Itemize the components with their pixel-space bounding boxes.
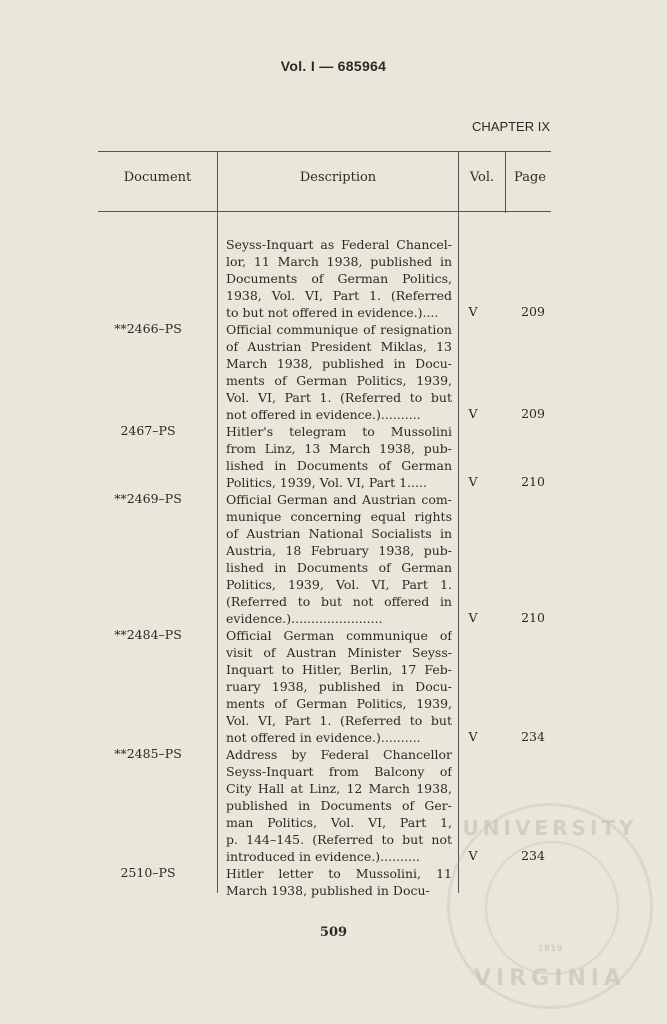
column-header-page: Page	[514, 170, 546, 185]
volume-number: V	[468, 474, 478, 489]
column-divider	[458, 151, 459, 893]
description-line: introduced in evidence.)..........	[226, 849, 420, 864]
column-header-description: Description	[299, 170, 377, 185]
document-id: **2484–PS	[114, 627, 182, 642]
description-line: Politics, 1939, Vol. VI, Part 1.	[226, 577, 452, 592]
description-line: lished in Documents of German	[226, 458, 452, 473]
seal-bottom-text: VIRGINIA	[473, 966, 627, 991]
page-number-cell: 209	[521, 406, 545, 421]
description-line: Official communique of resignation	[226, 322, 452, 337]
volume-number: V	[468, 610, 478, 625]
column-header-document: Document	[123, 170, 192, 185]
description-line: Address by Federal Chancellor	[226, 747, 452, 762]
description-line: Documents of German Politics,	[226, 271, 452, 286]
document-id: **2485–PS	[114, 746, 182, 761]
description-line: p. 144–145. (Referred to but not	[226, 832, 452, 847]
description-line: Politics, 1939, Vol. VI, Part 1.....	[226, 475, 427, 490]
table-top-rule	[98, 151, 551, 152]
description-line: ruary 1938, published in Docu-	[226, 679, 452, 694]
seal-inner-ring	[485, 841, 619, 975]
description-line: man Politics, Vol. VI, Part 1,	[226, 815, 452, 830]
description-line: lor, 11 March 1938, published in	[226, 254, 452, 269]
description-line: to but not offered in evidence.)....	[226, 305, 439, 320]
column-header-vol: Vol.	[469, 170, 495, 185]
description-line: not offered in evidence.)..........	[226, 407, 421, 422]
seal-top-text: UNIVERSITY	[462, 816, 638, 840]
description-line: of Austrian President Miklas, 13	[226, 339, 452, 354]
description-line: Official German communique of	[226, 628, 452, 643]
description-line: published in Documents of Ger-	[226, 798, 452, 813]
description-line: Seyss-Inquart from Balcony of	[226, 764, 452, 779]
description-line: Austria, 18 February 1938, pub-	[226, 543, 452, 558]
chapter-label: CHAPTER IX	[472, 119, 551, 134]
description-line: 1938, Vol. VI, Part 1. (Referred	[226, 288, 452, 303]
volume-number: V	[468, 729, 478, 744]
description-line: from Linz, 13 March 1938, pub-	[226, 441, 452, 456]
description-line: Vol. VI, Part 1. (Referred to but	[226, 390, 452, 405]
document-id: 2467–PS	[120, 423, 176, 438]
description-line: March 1938, published in Docu-	[226, 883, 430, 898]
table-header-rule	[98, 211, 551, 212]
description-line: evidence.).......................	[226, 611, 383, 626]
page-number-cell: 210	[521, 474, 545, 489]
column-divider	[217, 151, 218, 893]
description-line: lished in Documents of German	[226, 560, 452, 575]
description-line: ments of German Politics, 1939,	[226, 696, 452, 711]
university-seal-watermark	[447, 803, 653, 1009]
page-number-cell: 234	[521, 848, 545, 863]
volume-number: V	[468, 848, 478, 863]
document-id: **2469–PS	[114, 491, 182, 506]
description-line: Inquart to Hitler, Berlin, 17 Feb-	[226, 662, 452, 677]
page-number-cell: 209	[521, 304, 545, 319]
page-number-cell: 210	[521, 610, 545, 625]
description-line: Vol. VI, Part 1. (Referred to but	[226, 713, 452, 728]
volume-number: V	[468, 406, 478, 421]
description-line: visit of Austran Minister Seyss-	[226, 645, 452, 660]
description-line: not offered in evidence.)..........	[226, 730, 421, 745]
volume-header: Vol. I — 685964	[280, 58, 387, 74]
description-line: Hitler letter to Mussolini, 11	[226, 866, 452, 881]
description-line: munique concerning equal rights	[226, 509, 452, 524]
description-line: ments of German Politics, 1939,	[226, 373, 452, 388]
page-number-cell: 234	[521, 729, 545, 744]
description-line: Hitler's telegram to Mussolini	[226, 424, 452, 439]
page-number: 509	[319, 925, 348, 940]
document-id: **2466–PS	[114, 321, 182, 336]
description-line: City Hall at Linz, 12 March 1938,	[226, 781, 452, 796]
document-id: 2510–PS	[120, 865, 176, 880]
volume-number: V	[468, 304, 478, 319]
description-line: Seyss-Inquart as Federal Chancel-	[226, 237, 452, 252]
description-line: March 1938, published in Docu-	[226, 356, 452, 371]
description-line: of Austrian National Socialists in	[226, 526, 452, 541]
description-line: (Referred to but not offered in	[226, 594, 452, 609]
description-line: Official German and Austrian com-	[226, 492, 452, 507]
seal-year: 1819	[537, 944, 563, 954]
